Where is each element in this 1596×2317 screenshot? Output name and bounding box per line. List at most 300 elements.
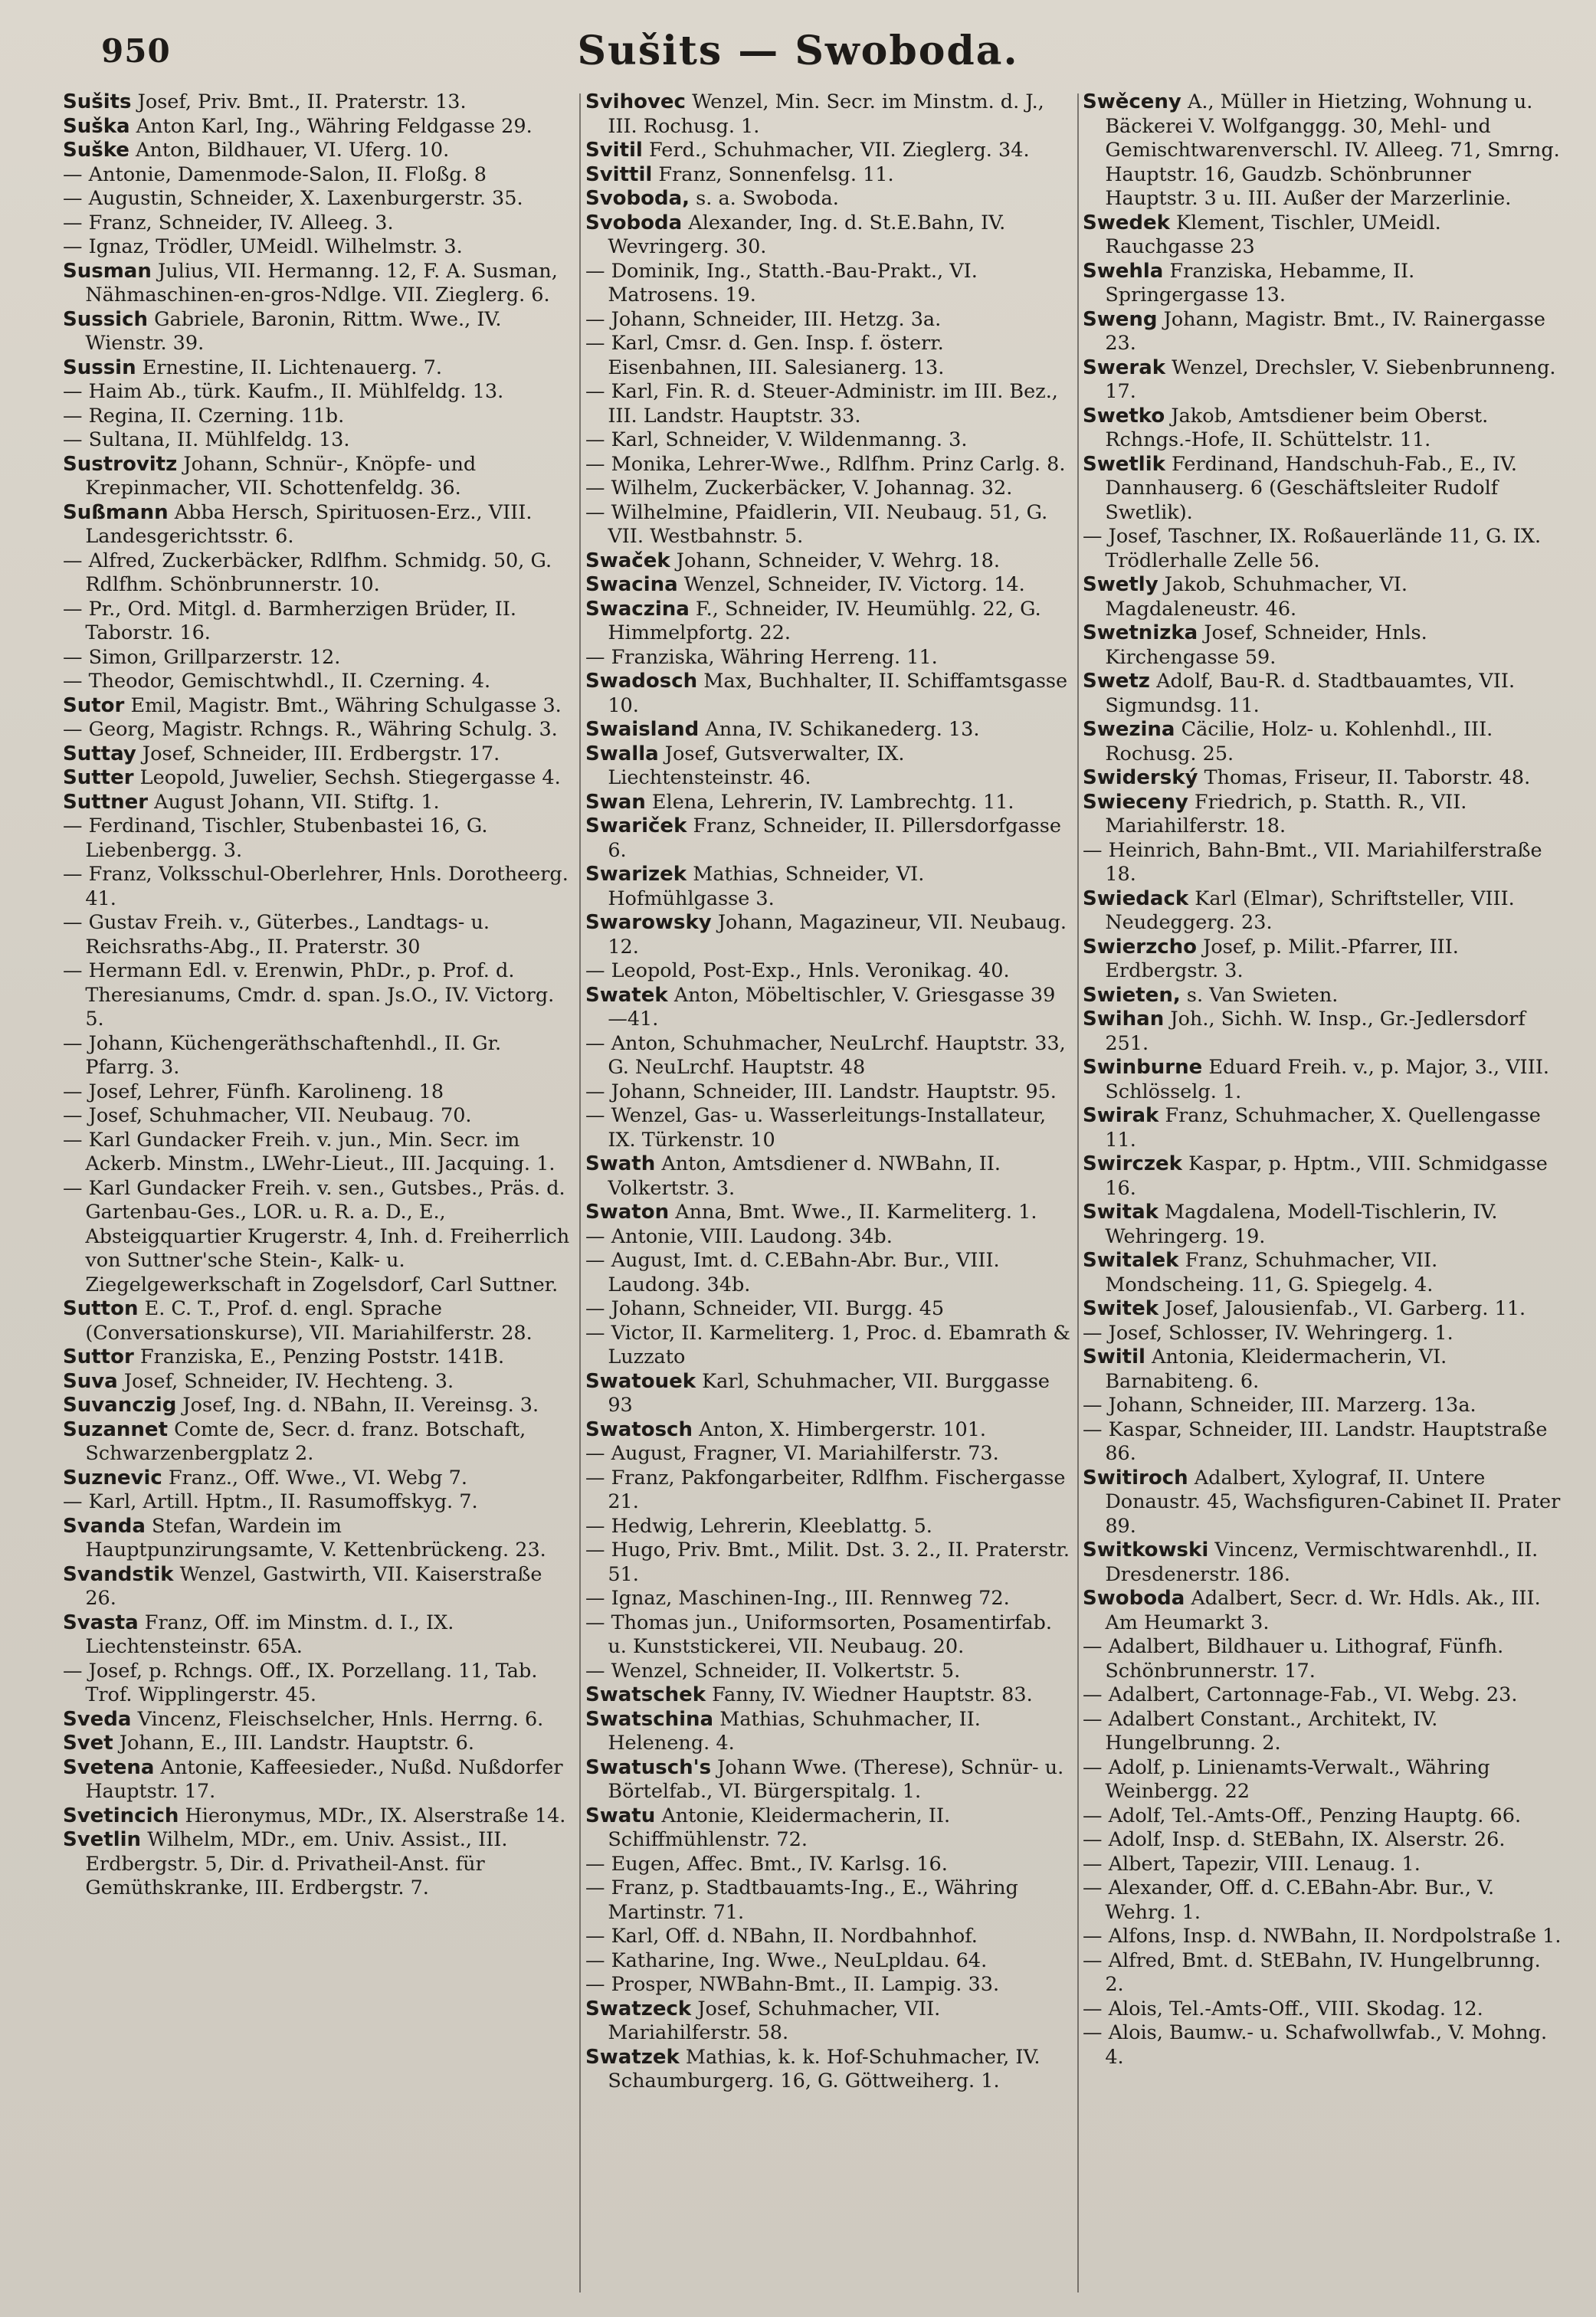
entry-surname: Switalek <box>1083 1249 1179 1272</box>
entry-text: — Josef, Schlosser, IV. Wehringerg. 1. <box>1083 1321 1453 1345</box>
entry-text: F., Schneider, IV. Heumühlg. 22, G. Himmelpfortg. 22. <box>608 597 1041 644</box>
directory-entry <box>585 1973 1071 1997</box>
entry-text: — Adolf, p. Linienamts-Verwalt., Währing Weinbergg. 22 <box>1083 1755 1490 1803</box>
directory-entry <box>63 1297 573 1345</box>
entry-text: — Johann, Schneider, VII. Burgg. 45 <box>585 1297 945 1320</box>
entry-text: — Adalbert, Bildhauer u. Lithograf, Fünfh. Schönbrunnerstr. 17. <box>1083 1635 1504 1683</box>
entry-text: — Sultana, II. Mühlfeldg. 13. <box>63 428 350 451</box>
directory-entry <box>1083 1828 1562 1853</box>
entry-text: — Franziska, Währing Herreng. 11. <box>585 645 938 669</box>
directory-entry <box>585 1080 1071 1105</box>
directory-entry <box>1083 1056 1562 1104</box>
entry-text: Adalbert, Xylograf, II. Untere Donaustr. 45, Wachsfiguren-Cabinet II. Prater 89. <box>1105 1466 1561 1538</box>
entry-surname: Swoboda <box>1083 1587 1185 1610</box>
directory-entry <box>585 139 1071 163</box>
directory-entry <box>63 1370 573 1394</box>
entry-surname: Sušits <box>63 90 132 113</box>
entry-text: Franz, Off. im Minstm. d. I., IX. Liechtensteinstr. 65A. <box>85 1611 454 1658</box>
entry-text: Gabriele, Baronin, Rittm. Wwe., IV. Wienstr. 39. <box>85 307 502 355</box>
column-divider <box>1077 93 1079 2292</box>
entry-surname: Swetly <box>1083 573 1158 596</box>
entry-text: — Kaspar, Schneider, III. Landstr. Hauptstraße 86. <box>1083 1417 1548 1465</box>
entry-text: — Pr., Ord. Mitgl. d. Barmherzigen Brüder, II. Taborstr. 16. <box>63 597 517 644</box>
directory-entry <box>63 380 573 405</box>
entry-text: — August, Imt. d. C.EBahn-Abr. Bur., VIII. Laudong. 34b. <box>585 1249 1000 1296</box>
directory-entry <box>585 1660 1071 1684</box>
directory-entry <box>1083 1949 1562 1997</box>
entry-text: — Theodor, Gemischtwhdl., II. Czerning. 4. <box>63 670 491 693</box>
entry-text: — Prosper, NWBahn-Bmt., II. Lampig. 33. <box>585 1973 1000 1996</box>
entry-surname: Switkowski <box>1083 1539 1209 1562</box>
entry-text: — Haim Ab., türk. Kaufm., II. Mühlfeldg. 13. <box>63 380 504 403</box>
directory-entry <box>63 453 573 501</box>
directory-entry <box>585 1539 1071 1587</box>
directory-entry <box>585 1853 1071 1877</box>
directory-entry <box>585 453 1071 477</box>
entry-text: — Victor, II. Karmeliterg. 1, Proc. d. Ebamrath & Luzzato <box>585 1321 1071 1368</box>
entry-text: Fanny, IV. Wiedner Hauptstr. 83. <box>712 1683 1033 1706</box>
entry-text: — Alois, Tel.-Amts-Off., VIII. Skodag. 12. <box>1083 1997 1483 2020</box>
directory-entry <box>585 911 1071 959</box>
directory-entry <box>63 501 573 549</box>
entry-surname: Swaček <box>585 549 670 572</box>
entry-text: — Ignaz, Maschinen-Ing., III. Rennweg 72. <box>585 1587 1010 1610</box>
directory-entry <box>1083 984 1562 1008</box>
directory-entry <box>585 1370 1071 1418</box>
entry-text: Anton Karl, Ing., Währing Feldgasse 29. <box>136 114 533 138</box>
entry-text: Adolf, Bau-R. d. Stadtbauamtes, VII. Sigmundsg. 11. <box>1105 670 1516 717</box>
entry-surname: Suvanczig <box>63 1394 177 1417</box>
entry-text: — Alfred, Bmt. d. StEBahn, IV. Hungelbrunng. 2. <box>1083 1948 1541 1996</box>
entry-text: — Josef, Lehrer, Fünfh. Karolineng. 18 <box>63 1080 444 1103</box>
directory-entry <box>1083 573 1562 621</box>
directory-entry <box>585 1683 1071 1708</box>
entry-surname: Swalla <box>585 742 659 765</box>
running-title: Sušits — Swoboda. <box>577 28 1019 74</box>
entry-text: Anton, X. Himbergerstr. 101. <box>699 1417 987 1441</box>
entry-surname: Swarowsky <box>585 911 712 934</box>
directory-entry <box>1083 1201 1562 1249</box>
entry-text: — Johann, Schneider, III. Marzerg. 13a. <box>1083 1394 1476 1417</box>
directory-entry <box>63 1104 573 1129</box>
directory-entry <box>585 187 1071 211</box>
entry-text: — Katharine, Ing. Wwe., NeuLpldau. 64. <box>585 1948 988 1972</box>
entry-surname: Swieceny <box>1083 790 1188 814</box>
entry-text: Max, Buchhalter, II. Schiffamtsgasse 10. <box>608 670 1068 717</box>
directory-entry <box>63 742 573 767</box>
directory-entry <box>1083 308 1562 356</box>
entry-text: — Antonie, Damenmode-Salon, II. Floßg. 8 <box>63 162 487 186</box>
directory-entry <box>1083 525 1562 573</box>
entry-surname: Swetnizka <box>1083 621 1198 644</box>
entry-surname: Swaton <box>585 1201 670 1224</box>
entry-text: — Karl, Off. d. NBahn, II. Nordbahnhof. <box>585 1925 978 1948</box>
entry-text: — Alexander, Off. d. C.EBahn-Abr. Bur., V. Wehrg. 1. <box>1083 1876 1495 1924</box>
entry-text: s. Van Swieten. <box>1186 983 1339 1007</box>
directory-entry <box>63 1828 573 1901</box>
entry-surname: Swaisland <box>585 718 700 741</box>
directory-entry <box>585 428 1071 453</box>
directory-entry <box>63 139 573 163</box>
entry-text: — Johann, Küchengeräthschaftenhdl., II. Gr. Pfarrg. 3. <box>63 1031 502 1079</box>
entry-text: — Franz, p. Stadtbauamts-Ing., E., Währing Martinstr. 71. <box>585 1876 1018 1924</box>
directory-entry <box>63 646 573 670</box>
entry-text: — Dominik, Ing., Statth.-Bau-Prakt., VI. Matrosens. 19. <box>585 259 978 306</box>
entry-text: Antonie, Kleidermacherin, II. Schiffmühlenstr. 72. <box>608 1804 951 1851</box>
entry-text: Mathias, Schuhmacher, II. Heleneng. 4. <box>608 1707 981 1755</box>
directory-entry <box>63 911 573 959</box>
entry-surname: Swatzek <box>585 2045 680 2069</box>
directory-entry <box>1083 211 1562 260</box>
directory-entry <box>585 814 1071 863</box>
entry-text: — Simon, Grillparzerstr. 12. <box>63 645 341 669</box>
entry-surname: Swirak <box>1083 1104 1159 1127</box>
entry-text: — Hermann Edl. v. Erenwin, PhDr., p. Prof. d. Theresianums, Cmdr. d. span. Js.O., IV. Victorg. 5. <box>63 959 555 1031</box>
directory-entry <box>63 791 573 815</box>
entry-text: Leopold, Juwelier, Sechsh. Stiegergasse 4. <box>139 766 561 789</box>
entry-text: Josef, Ing. d. NBahn, II. Vereinsg. 3. <box>182 1394 539 1417</box>
directory-entry <box>1083 1876 1562 1925</box>
directory-entry <box>1083 621 1562 670</box>
entry-text: — Adalbert Constant., Architekt, IV. Hungelbrunng. 2. <box>1083 1707 1438 1755</box>
entry-surname: Svitil <box>585 139 643 162</box>
entry-surname: Svasta <box>63 1611 139 1634</box>
directory-entry <box>63 308 573 356</box>
directory-entry <box>63 187 573 211</box>
entry-text: Franziska, E., Penzing Poststr. 141B. <box>139 1345 505 1368</box>
directory-entry <box>585 2046 1071 2094</box>
entry-text: — Gustav Freih. v., Güterbes., Landtags- u. Reichsraths-Abg., II. Praterstr. 30 <box>63 911 490 959</box>
entry-text: Klement, Tischler, UMeidl. Rauchgasse 23 <box>1105 211 1441 258</box>
entry-surname: Swath <box>585 1152 656 1175</box>
entry-text: Comte de, Secr. d. franz. Botschaft, Schwarzenbergplatz 2. <box>85 1417 526 1465</box>
entry-text: Wilhelm, MDr., em. Univ. Assist., III. Erdbergstr. 5, Dir. d. Privatheil-Anst. für Gemüthskranke, III. Erdbergstr. 7. <box>85 1828 508 1899</box>
entry-surname: Swatek <box>585 983 668 1007</box>
entry-surname: Swatusch's <box>585 1755 712 1779</box>
entry-text: — Johann, Schneider, III. Landstr. Hauptstr. 95. <box>585 1080 1057 1103</box>
entry-text: August Johann, VII. Stiftg. 1. <box>154 790 440 814</box>
entry-text: A., Müller in Hietzing, Wohnung u. Bäckerei V. Wolfganggg. 30, Mehl- und Gemischtwarenverschl. IV. Alleeg. 71, Smrng. Hauptstr. 16, Gaudzb. Schönbrunner Hauptstr. 3 u. III. Außer der Marzerlinie. <box>1105 90 1560 210</box>
entry-text: Stefan, Wardein im Hauptpunzirungsamte, V. Kettenbrückeng. 23. <box>85 1514 546 1562</box>
entry-text: Wenzel, Schneider, IV. Victorg. 14. <box>683 573 1025 596</box>
entry-text: Thomas, Friseur, II. Taborstr. 48. <box>1204 766 1531 789</box>
entry-text: — Heinrich, Bahn-Bmt., VII. Mariahilferstraße 18. <box>1083 838 1542 886</box>
directory-entry <box>63 163 573 188</box>
directory-entry <box>585 742 1071 791</box>
directory-entry <box>63 356 573 381</box>
entry-surname: Swedek <box>1083 211 1170 234</box>
entry-text: — Karl, Artill. Hptm., II. Rasumoffskyg. 7. <box>63 1490 478 1513</box>
entry-text: Johann, Schneider, V. Wehrg. 18. <box>676 549 1000 572</box>
page-number: 950 <box>101 32 171 70</box>
entry-text: — Adolf, Insp. d. StEBahn, IX. Alserstr. 26. <box>1083 1828 1506 1851</box>
entry-text: Josef, Priv. Bmt., II. Praterstr. 13. <box>137 90 467 113</box>
entry-surname: Svetlin <box>63 1828 142 1851</box>
entry-surname: Svetincich <box>63 1804 179 1827</box>
entry-text: — Franz, Volksschul-Oberlehrer, Hnls. Dorotheerg. 41. <box>63 863 569 910</box>
entry-text: — Albert, Tapezir, VIII. Lenaug. 1. <box>1083 1852 1421 1876</box>
entry-text: — Georg, Magistr. Rchngs. R., Währing Schulg. 3. <box>63 718 558 741</box>
directory-entry <box>63 1394 573 1418</box>
directory-entry <box>585 90 1071 139</box>
entry-text: Vincenz, Vermischtwarenhdl., II. Dresdenerstr. 186. <box>1105 1539 1539 1586</box>
directory-entry <box>63 1080 573 1105</box>
directory-entry <box>585 1876 1071 1925</box>
directory-entry <box>1083 1804 1562 1829</box>
entry-surname: Swiedack <box>1083 886 1189 910</box>
directory-entry <box>1083 1587 1562 1635</box>
directory-entry <box>63 549 573 598</box>
directory-entry <box>63 814 573 863</box>
entry-text: Wenzel, Gastwirth, VII. Kaiserstraße 26. <box>85 1562 542 1610</box>
directory-entry <box>585 549 1071 574</box>
directory-entry <box>63 670 573 694</box>
entry-text: Franz., Off. Wwe., VI. Webg 7. <box>168 1466 467 1490</box>
entry-text: — Franz, Schneider, IV. Alleeg. 3. <box>63 211 394 234</box>
directory-entry <box>585 646 1071 670</box>
entry-surname: Swan <box>585 790 646 814</box>
directory-entry <box>63 1177 573 1298</box>
entry-text: Karl, Schuhmacher, VII. Burggasse 93 <box>608 1369 1050 1417</box>
directory-entry <box>585 163 1071 188</box>
entry-text: Ferd., Schuhmacher, VII. Zieglerg. 34. <box>648 139 1030 162</box>
directory-entry <box>63 1418 573 1467</box>
entry-text: Eduard Freih. v., p. Major, 3., VIII. Schlösselg. 1. <box>1105 1056 1550 1103</box>
entry-surname: Swatosch <box>585 1417 693 1441</box>
entry-surname: Switek <box>1083 1297 1159 1320</box>
entry-text: Julius, VII. Hermanng. 12, F. A. Susman, Nähmaschinen-en-gros-Ndlge. VII. Zieglerg. 6. <box>85 259 558 306</box>
directory-entry <box>63 694 573 719</box>
directory-entry <box>1083 2021 1562 2070</box>
directory-entry <box>585 1925 1071 1949</box>
entry-surname: Svoboda, <box>585 187 690 210</box>
entry-surname: Suttner <box>63 790 149 814</box>
directory-entry <box>63 1563 573 1611</box>
entry-text: Josef, Schneider, Hnls. Kirchengasse 59. <box>1105 621 1427 669</box>
directory-entry <box>585 501 1071 549</box>
directory-entry <box>585 1322 1071 1370</box>
directory-entry <box>63 1611 573 1660</box>
directory-entry <box>585 260 1071 308</box>
entry-surname: Swetz <box>1083 670 1150 693</box>
directory-entry <box>1083 670 1562 718</box>
entry-surname: Swierzcho <box>1083 935 1198 959</box>
entry-text: Johann, E., III. Landstr. Hauptstr. 6. <box>119 1732 474 1755</box>
entry-text: Magdalena, Modell-Tischlerin, IV. Wehringerg. 19. <box>1105 1201 1498 1248</box>
entry-text: Adalbert, Secr. d. Wr. Hdls. Ak., III. Am Heumarkt 3. <box>1105 1587 1541 1634</box>
entry-text: Antonia, Kleidermacherin, VI. Barnabiteng. 6. <box>1105 1345 1447 1393</box>
entry-text: — Adolf, Tel.-Amts-Off., Penzing Hauptg. 66. <box>1083 1804 1522 1827</box>
entry-surname: Swerak <box>1083 356 1166 379</box>
directory-entry <box>63 1129 573 1177</box>
entry-text: Josef, Schneider, III. Erdbergstr. 17. <box>142 742 500 765</box>
entry-text: — Eugen, Affec. Bmt., IV. Karlsg. 16. <box>585 1852 948 1876</box>
directory-entry <box>63 598 573 646</box>
directory-entry <box>585 573 1071 598</box>
entry-surname: Swariček <box>585 814 687 837</box>
entry-text: Anton, Möbeltischler, V. Griesgasse 39—41. <box>608 983 1056 1031</box>
entry-surname: Suznevic <box>63 1466 162 1490</box>
entry-surname: Swacina <box>585 573 678 596</box>
entry-text: — Ignaz, Trödler, UMeidl. Wilhelmstr. 3. <box>63 235 463 258</box>
directory-entry <box>585 1032 1071 1080</box>
entry-surname: Sussich <box>63 307 149 331</box>
directory-entry <box>63 1467 573 1491</box>
directory-entry <box>585 1587 1071 1611</box>
entry-surname: Swatschina <box>585 1707 714 1731</box>
entry-text: Alexander, Ing. d. St.E.Bahn, IV. Wevringerg. 30. <box>608 211 1006 258</box>
entry-surname: Sveda <box>63 1707 132 1731</box>
entry-surname: Svetena <box>63 1755 155 1779</box>
entry-surname: Susman <box>63 259 152 283</box>
entry-text: Johann Wwe. (Therese), Schnür- u. Börtelfab., VI. Bürgerspitalg. 1. <box>608 1755 1064 1803</box>
directory-entry <box>63 863 573 911</box>
entry-surname: Swarizek <box>585 863 687 886</box>
directory-entry <box>1083 839 1562 887</box>
entry-surname: Swatschek <box>585 1683 706 1706</box>
entry-surname: Swirczek <box>1083 1152 1182 1175</box>
entry-text: — Karl, Fin. R. d. Steuer-Administr. im III. Bez., III. Landstr. Hauptstr. 33. <box>585 380 1058 428</box>
entry-text: s. a. Swoboda. <box>696 187 839 210</box>
entry-surname: Svanda <box>63 1514 146 1538</box>
entry-text: Josef, Jalousienfab., VI. Garberg. 11. <box>1165 1297 1526 1320</box>
entry-text: Emil, Magistr. Bmt., Währing Schulgasse 3. <box>130 693 562 717</box>
directory-entry <box>1083 1683 1562 1708</box>
directory-entry <box>63 115 573 139</box>
entry-text: Franz, Schneider, II. Pillersdorfgasse 6. <box>608 814 1061 862</box>
entry-text: Cäcilie, Holz- u. Kohlenhdl., III. Rochusg. 25. <box>1105 718 1493 765</box>
entry-text: — Leopold, Post-Exp., Hnls. Veronikag. 40. <box>585 959 1010 982</box>
directory-entry <box>585 1201 1071 1225</box>
entry-text: — Adalbert, Cartonnage-Fab., VI. Webg. 23. <box>1083 1683 1518 1706</box>
directory-entry <box>1083 887 1562 936</box>
directory-entry <box>585 1467 1071 1515</box>
directory-entry <box>1083 1152 1562 1201</box>
directory-entry <box>585 791 1071 815</box>
entry-surname: Switil <box>1083 1345 1145 1368</box>
directory-entry <box>63 718 573 742</box>
entry-text: Johann, Magazineur, VII. Neubaug. 12. <box>608 911 1067 959</box>
directory-entry <box>1083 356 1562 405</box>
entry-text: Jakob, Amtsdiener beim Oberst. Rchngs.-Hofe, II. Schüttelstr. 11. <box>1105 404 1489 451</box>
directory-entry <box>585 380 1071 428</box>
entry-text: — Ferdinand, Tischler, Stubenbastei 16, G. Liebenbergg. 3. <box>63 814 488 862</box>
entry-text: — Antonie, VIII. Laudong. 34b. <box>585 1224 893 1248</box>
directory-entry <box>585 598 1071 646</box>
directory-entry <box>63 405 573 429</box>
entry-text: Joh., Sichh. W. Insp., Gr.-Jedlersdorf 251. <box>1105 1008 1526 1055</box>
entry-text: Franz, Schuhmacher, VII. Mondscheing. 11, G. Spiegelg. 4. <box>1105 1249 1438 1296</box>
entry-text: Friedrich, p. Statth. R., VII. Mariahilferstr. 18. <box>1105 790 1467 837</box>
directory-entry <box>63 1756 573 1804</box>
entry-surname: Svihovec <box>585 90 686 113</box>
directory-entry <box>1083 936 1562 984</box>
entry-text: Josef, Schneider, IV. Hechteng. 3. <box>123 1369 454 1393</box>
directory-entry <box>1083 1997 1562 2022</box>
entry-text: — Wenzel, Gas- u. Wasserleitungs-Installateur, IX. Türkenstr. 10 <box>585 1104 1047 1152</box>
entry-text: — Johann, Schneider, III. Hetzg. 3a. <box>585 307 942 331</box>
directory-entry <box>1083 791 1562 839</box>
directory-entry <box>63 766 573 791</box>
directory-entry <box>585 1152 1071 1201</box>
directory-entry <box>63 1345 573 1370</box>
entry-surname: Sutter <box>63 766 134 789</box>
entry-text: Ernestine, II. Lichtenauerg. 7. <box>142 356 442 379</box>
entry-surname: Sutton <box>63 1297 139 1320</box>
directory-entry <box>1083 1635 1562 1683</box>
entry-text: — Regina, II. Czerning. 11b. <box>63 404 345 428</box>
directory-entry <box>1083 453 1562 526</box>
directory-entry <box>585 1249 1071 1297</box>
entry-surname: Swěceny <box>1083 90 1181 113</box>
entry-text: — Monika, Lehrer-Wwe., Rdlfhm. Prinz Carlg. 8. <box>585 452 1066 476</box>
column-3 <box>1083 90 1562 2297</box>
directory-entry <box>585 332 1071 380</box>
directory-entry <box>1083 1418 1562 1467</box>
entry-surname: Swiderský <box>1083 766 1198 789</box>
entry-text: Karl (Elmar), Schriftsteller, VIII. Neudeggerg. 23. <box>1105 886 1515 934</box>
column-divider <box>579 93 581 2292</box>
directory-entry <box>585 959 1071 984</box>
entry-text: — Wilhelm, Zuckerbäcker, V. Johannag. 32. <box>585 477 1013 500</box>
entry-surname: Sweng <box>1083 307 1158 331</box>
entry-surname: Swieten, <box>1083 983 1181 1007</box>
directory-entry <box>63 235 573 260</box>
entry-surname: Swadosch <box>585 670 698 693</box>
entry-text: — Alfred, Zuckerbäcker, Rdlfhm. Schmidg. 50, G. Rdlfhm. Schönbrunnerstr. 10. <box>63 549 552 596</box>
entry-text: Elena, Lehrerin, IV. Lambrechtg. 11. <box>651 790 1014 814</box>
entry-text: Johann, Magistr. Bmt., IV. Rainergasse 23. <box>1105 307 1545 355</box>
directory-entry <box>1083 1322 1562 1346</box>
directory-entry <box>1083 1708 1562 1756</box>
entry-surname: Suttor <box>63 1345 134 1368</box>
entry-surname: Sutor <box>63 693 125 717</box>
entry-surname: Sussin <box>63 356 136 379</box>
directory-entry <box>63 1515 573 1563</box>
directory-entry <box>1083 1104 1562 1152</box>
directory-entry <box>585 863 1071 911</box>
entry-surname: Svandstik <box>63 1562 174 1586</box>
directory-entry <box>1083 1539 1562 1587</box>
directory-entry <box>585 1442 1071 1467</box>
entry-surname: Suttay <box>63 742 136 765</box>
entry-text: — Karl, Cmsr. d. Gen. Insp. f. österr. Eisenbahnen, III. Salesianerg. 13. <box>585 332 945 379</box>
entry-surname: Swezina <box>1083 718 1175 741</box>
directory-entry <box>1083 1756 1562 1804</box>
entry-text: Antonie, Kaffeesieder., Nußd. Nußdorfer Hauptstr. 17. <box>85 1755 563 1803</box>
entry-text: Josef, Schuhmacher, VII. Mariahilferstr. 58. <box>608 1997 941 2044</box>
directory-entry <box>585 1225 1071 1250</box>
entry-text: Wenzel, Min. Secr. im Minstm. d. J., III. Rochusg. 1. <box>608 90 1044 138</box>
entry-surname: Swatouek <box>585 1369 696 1393</box>
directory-entry <box>585 718 1071 742</box>
directory-entry <box>1083 90 1562 211</box>
entry-text: Franz, Schuhmacher, X. Quellengasse 11. <box>1105 1104 1541 1152</box>
directory-entry <box>63 959 573 1032</box>
directory-entry <box>1083 1008 1562 1056</box>
directory-entry <box>63 1804 573 1829</box>
directory-entry <box>585 1297 1071 1322</box>
entry-text: Vincenz, Fleischselcher, Hnls. Herrng. 6. <box>137 1707 544 1731</box>
entry-surname: Sustrovitz <box>63 452 178 476</box>
entry-text: Franz, Sonnenfelsg. 11. <box>658 162 894 186</box>
entry-text: Anna, IV. Schikanederg. 13. <box>705 718 980 741</box>
directory-entry <box>585 1418 1071 1443</box>
entry-text: — Josef, p. Rchngs. Off., IX. Porzellang. 11, Tab. Trof. Wipplingerstr. 45. <box>63 1659 538 1706</box>
entry-surname: Switiroch <box>1083 1466 1188 1490</box>
entry-surname: Svittil <box>585 162 653 186</box>
directory-entry <box>63 90 573 115</box>
